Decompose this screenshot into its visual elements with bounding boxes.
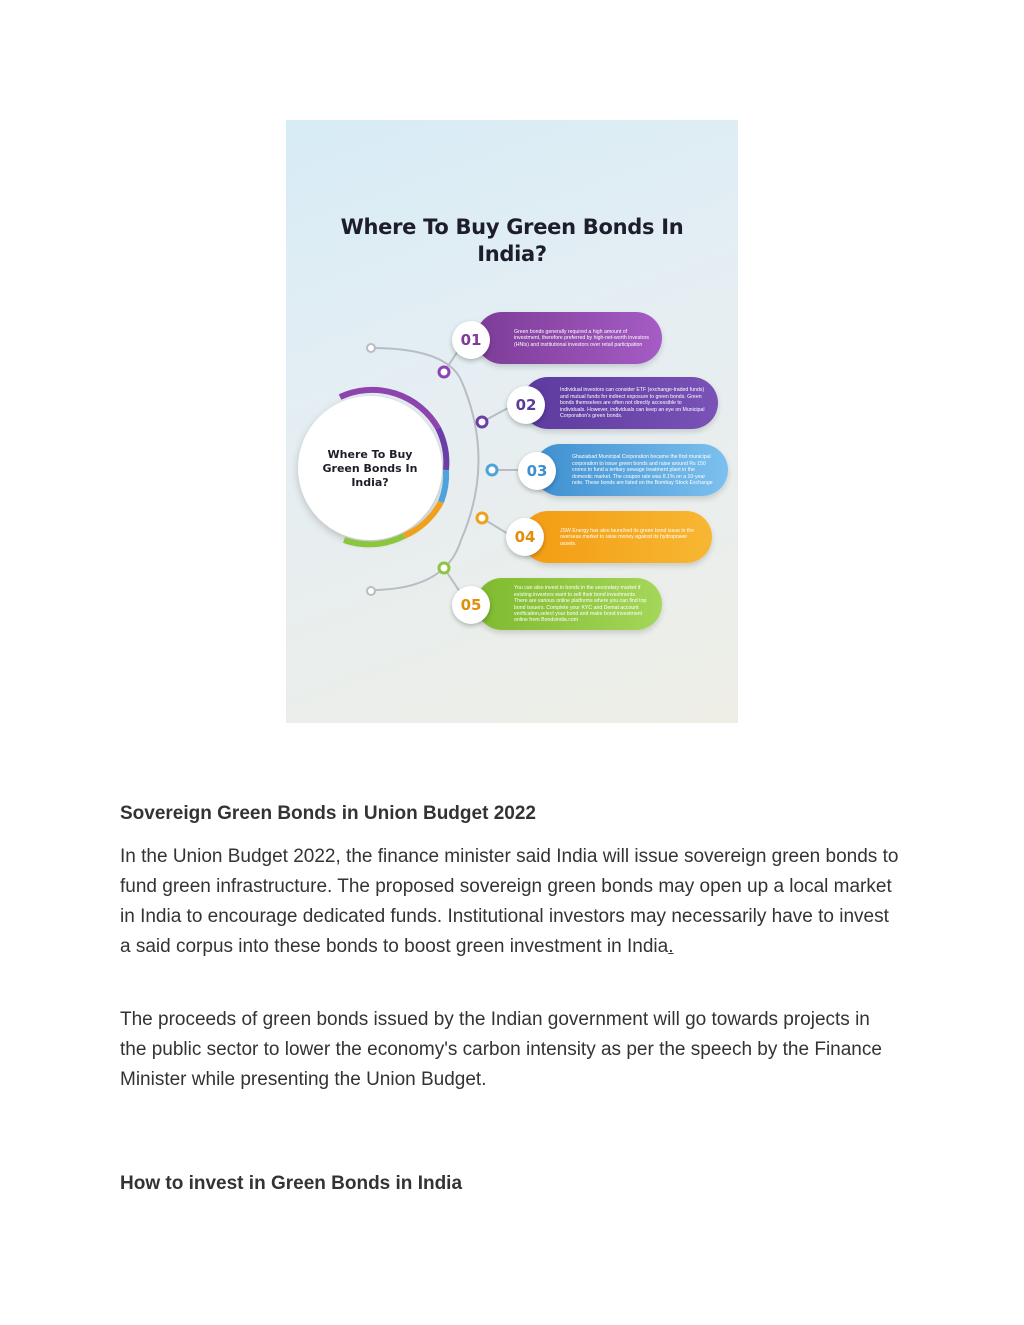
step-number-02: 02 xyxy=(507,386,545,424)
step-number-03: 03 xyxy=(518,452,556,490)
arc-end-dot xyxy=(367,344,375,352)
step-card-01 xyxy=(476,312,662,364)
node-dot-01 xyxy=(439,367,449,377)
step-card-04 xyxy=(522,511,712,563)
node-dot-02 xyxy=(477,417,487,427)
center-label-line: Where To Buy xyxy=(327,448,413,461)
step-text-01: Green bonds generally required a high amount of investment, therefore preferred by high-net-worth investors (HNIs) and institutional investors over retail participation xyxy=(514,328,649,348)
paragraph-union-budget xyxy=(120,842,900,962)
step-number-01: 01 xyxy=(452,321,490,359)
section-heading-sovereign: Sovereign Green Bonds in Union Budget 2022 xyxy=(120,803,536,824)
step-text-03: Ghaziabad Municipal Corporation became the first municipal corporation to issue green bonds and raise around Rs 150 crores to fund a tertiary sewage treatment plant in the domestic market. The coupon rate was 8.1% on a 10-year note. These bonds are listed on the Bombay Stock Exchange xyxy=(572,454,713,487)
step-number-05: 05 xyxy=(452,586,490,624)
node-dot-04 xyxy=(477,513,487,523)
paragraph-text: In the Union Budget 2022, the finance minister said India will issue sovereign green bonds to fund green infrastructure. The proposed sovereign green bonds may open up a local market in India to encourage dedicated funds. Institutional investors may necessarily have to invest a said corpus into these bonds to boost green investment in India xyxy=(120,846,899,957)
center-label xyxy=(308,448,432,490)
green-bonds-infographic xyxy=(286,120,738,723)
infographic-title-line: India? xyxy=(477,242,547,266)
step-card-03 xyxy=(534,444,728,496)
center-label-line: Green Bonds In xyxy=(322,462,418,475)
step-card-05 xyxy=(476,578,662,630)
node-dot-03 xyxy=(487,465,497,475)
step-text-05: You can also invest in bonds in the secondary market if existing investors want to sell their bond investments. There are various online platforms where you can find top bond issuers. Complete your KYC and Demat account verification,select your bond and make bond investment online from Bondsindia.com xyxy=(514,585,647,624)
paragraph-end-link[interactable]: . xyxy=(668,936,674,957)
step-text-04: JSW Energy has also launched its green bond issue in the overseas market to raise money against its hydropower assets. xyxy=(560,527,695,547)
infographic-title-line: Where To Buy Green Bonds In xyxy=(340,215,684,239)
section-heading-how-to-invest: How to invest in Green Bonds in India xyxy=(120,1173,463,1194)
center-label-line: India? xyxy=(351,476,389,489)
paragraph-proceeds: The proceeds of green bonds issued by the Indian government will go towards projects in the public sector to lower the economy's carbon intensity as per the speech by the Finance Minister while presenting the Union Budget. xyxy=(120,1009,882,1090)
node-dot-05 xyxy=(439,563,449,573)
step-text-02: Individual investors can consider ETF (exchange-traded funds) and mutual funds for indirect exposure to green bonds. Green bonds themselves are often not directly accessible to individuals. However, individuals can keep an eye on Municipal Corporation's green bonds. xyxy=(560,387,705,420)
step-card-02 xyxy=(522,377,718,429)
infographic-title xyxy=(286,214,738,268)
step-number-04: 04 xyxy=(506,518,544,556)
arc-end-dot xyxy=(367,587,375,595)
